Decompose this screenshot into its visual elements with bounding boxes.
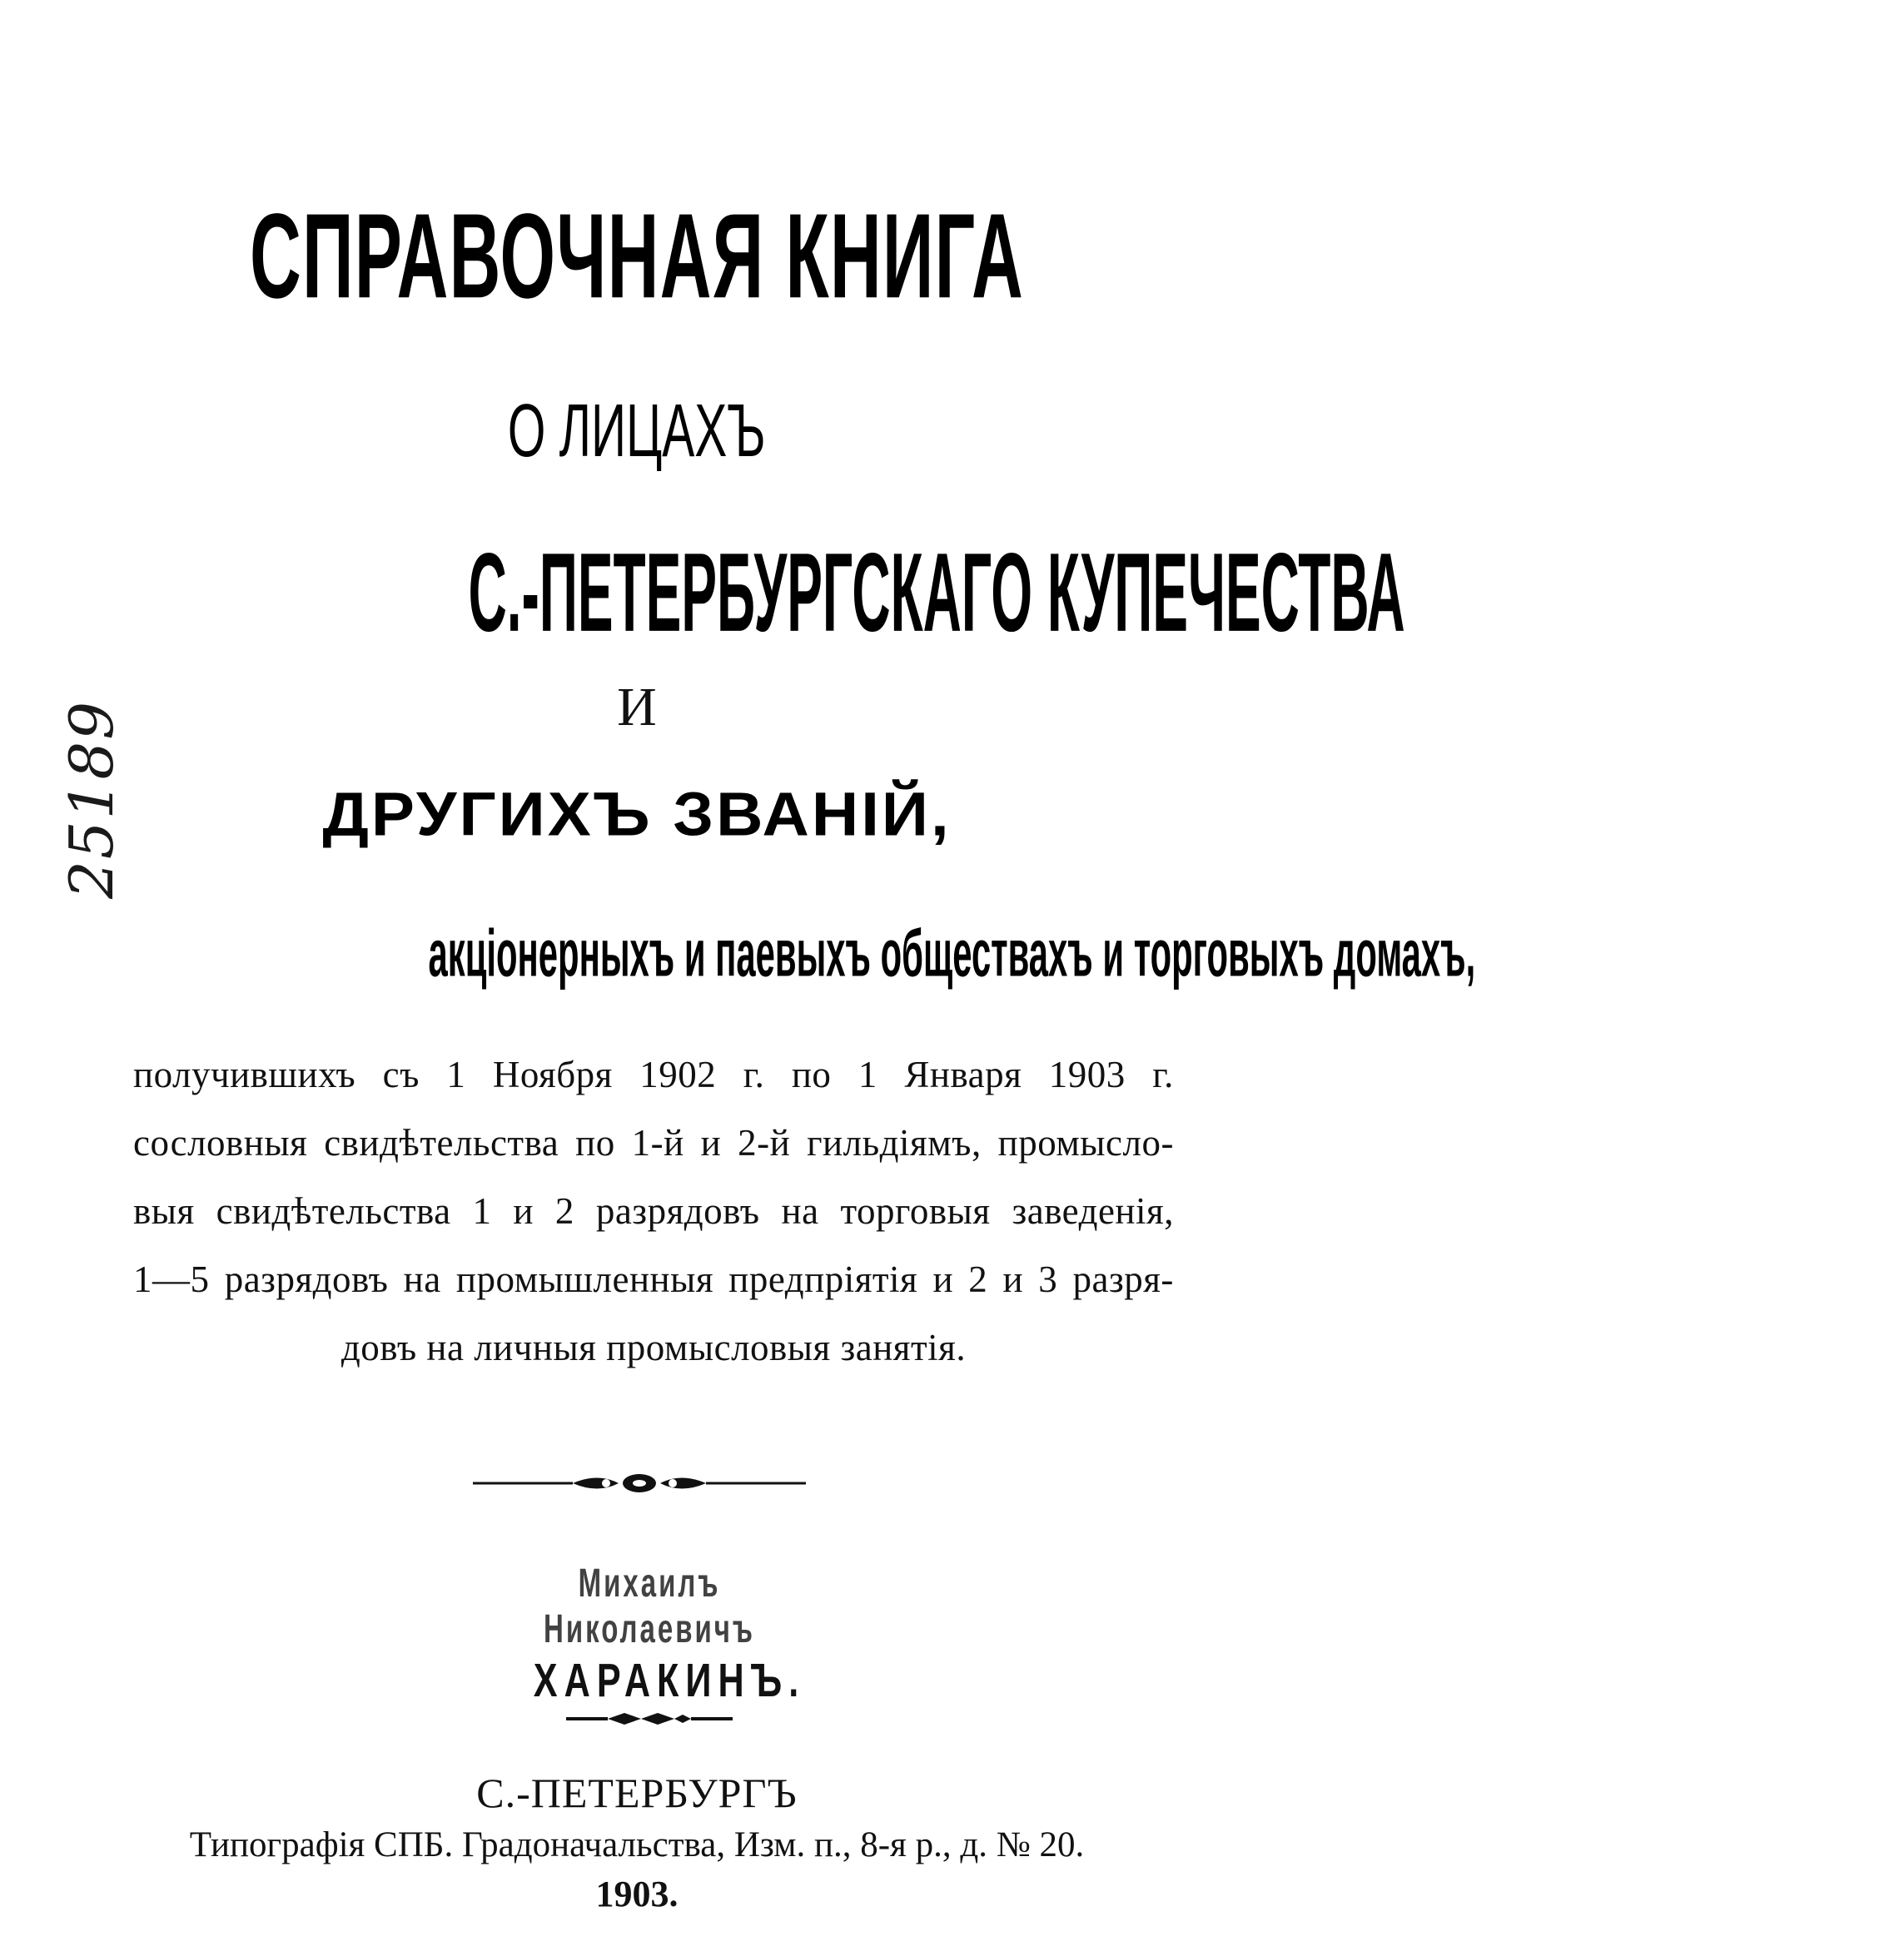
stamp-ornament: [500, 1711, 799, 1730]
title-line-3: [0, 529, 1405, 656]
description-word: 1902: [639, 1054, 717, 1095]
title-line-4: И: [617, 677, 657, 737]
description-word: разря-: [1072, 1258, 1174, 1300]
description-word: на: [403, 1258, 441, 1300]
description-word: 1: [472, 1190, 492, 1232]
description-word: промысло-: [997, 1122, 1174, 1164]
description-word: предпріятія: [728, 1258, 918, 1300]
description-word: гильдіямъ,: [807, 1122, 982, 1164]
title-companies: акціонерныхъ и паевыхъ обществахъ и торговыхъ домахъ,: [428, 916, 1476, 991]
description-word: 1: [858, 1054, 877, 1095]
description-word: торговыя: [840, 1190, 991, 1232]
description-word: 3: [1038, 1258, 1058, 1300]
handwritten-number: 25189: [57, 699, 127, 899]
description-word: сословныя: [133, 1122, 308, 1164]
description-word: свидѣтельства: [324, 1122, 559, 1164]
description-word: 1: [446, 1054, 466, 1095]
stamp-owner-surname: ХАРАКИНЪ.: [533, 1654, 806, 1707]
ornament-divider: [473, 1469, 806, 1502]
description-word: выя: [133, 1190, 195, 1232]
description-word: разрядовъ: [224, 1258, 389, 1300]
description-word: 1-й: [631, 1122, 684, 1164]
description-word: съ: [382, 1054, 420, 1095]
description-word: по: [575, 1122, 615, 1164]
description-word: 2-й: [738, 1122, 791, 1164]
ownership-stamp: [500, 1561, 806, 1730]
description-word: свидѣтельства: [216, 1190, 451, 1232]
description-word: г.: [743, 1054, 765, 1095]
description-word: и: [932, 1258, 954, 1300]
description-paragraph: [133, 1040, 1174, 1382]
title-merchants: С.-ПЕТЕРБУРГСКАГО КУПЕЧЕСТВА: [468, 530, 1405, 656]
description-line: [133, 1177, 1174, 1245]
description-word: г.: [1152, 1054, 1174, 1095]
description-word: и: [1002, 1258, 1024, 1300]
description-word: получившихъ: [133, 1054, 356, 1095]
description-word: и: [513, 1190, 534, 1232]
stamp-owner-name: Михаилъ Николаевичъ: [543, 1561, 755, 1651]
description-line: [133, 1040, 1174, 1109]
description-word: промышленныя: [455, 1258, 714, 1300]
description-word: разрядовъ: [595, 1190, 760, 1232]
title-main: СПРАВОЧНАЯ КНИГА: [249, 189, 1025, 324]
title-line-6: [0, 916, 1476, 991]
description-line: [133, 1245, 1174, 1313]
description-last-line: довъ на личныя промысловыя занятія.: [341, 1327, 967, 1368]
title-line-1: [0, 187, 1274, 324]
description-word: по: [791, 1054, 832, 1095]
description-word: 1—5: [133, 1258, 210, 1300]
description-word: 2: [968, 1258, 988, 1300]
imprint-year: 1903.: [595, 1874, 679, 1914]
description-word: 2: [554, 1190, 574, 1232]
description-word: на: [781, 1190, 819, 1232]
title-line-2: [0, 387, 1274, 473]
description-word: заведенія,: [1012, 1190, 1174, 1232]
title-line-5: [0, 778, 1274, 854]
description-word: Января: [904, 1054, 1022, 1095]
description-line: [133, 1109, 1174, 1177]
description-word: и: [700, 1122, 722, 1164]
description-word: Ноября: [492, 1054, 613, 1095]
description-word: 1903: [1048, 1054, 1126, 1095]
title-about: О ЛИЦАХЪ: [508, 389, 766, 473]
imprint-press: Типографія СПБ. Градоначальства, Изм. п., 8-я р., д. № 20.: [189, 1825, 1085, 1864]
imprint-city: С.-ПЕТЕРБУРГЪ: [476, 1770, 798, 1816]
title-other-ranks: ДРУГИХЪ ЗВАНІЙ,: [322, 778, 952, 849]
